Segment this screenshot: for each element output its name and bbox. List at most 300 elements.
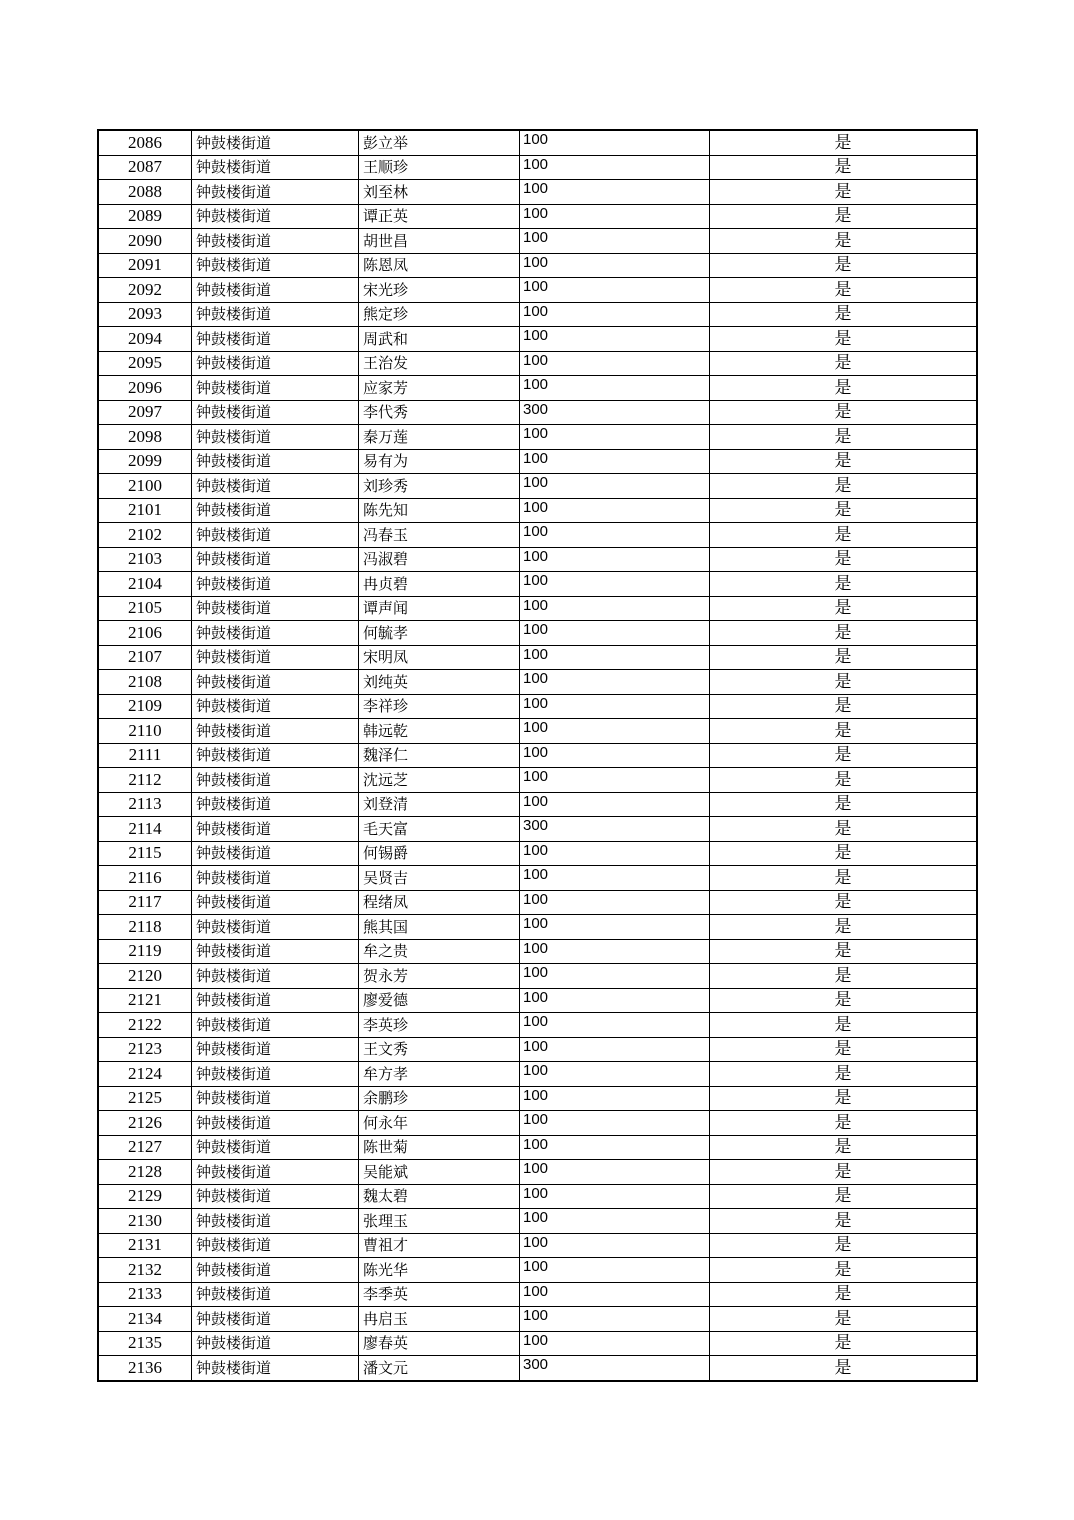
table-row: [98, 939, 977, 964]
amount-value: 100: [520, 866, 710, 891]
street-name: 钟鼓楼街道: [192, 841, 359, 866]
street-name: 钟鼓楼街道: [192, 351, 359, 376]
amount-value: 100: [520, 964, 710, 989]
row-number: 2106: [98, 621, 192, 646]
person-name: 宋明凤: [359, 645, 520, 670]
eligibility-flag: 是: [710, 890, 978, 915]
table-row: [98, 817, 977, 842]
person-name: 李代秀: [359, 400, 520, 425]
eligibility-flag: 是: [710, 596, 978, 621]
amount-value: 100: [520, 204, 710, 229]
table-row: [98, 866, 977, 891]
table-row: [98, 253, 977, 278]
row-number: 2135: [98, 1331, 192, 1356]
row-number: 2091: [98, 253, 192, 278]
table-row: [98, 890, 977, 915]
row-number: 2128: [98, 1160, 192, 1185]
amount-value: 100: [520, 694, 710, 719]
table-row: [98, 1111, 977, 1136]
street-name: 钟鼓楼街道: [192, 915, 359, 940]
person-name: 周武和: [359, 327, 520, 352]
street-name: 钟鼓楼街道: [192, 596, 359, 621]
amount-value: 100: [520, 572, 710, 597]
person-name: 魏泽仁: [359, 743, 520, 768]
table-row: [98, 645, 977, 670]
eligibility-flag: 是: [710, 474, 978, 499]
street-name: 钟鼓楼街道: [192, 155, 359, 180]
eligibility-flag: 是: [710, 376, 978, 401]
eligibility-flag: 是: [710, 498, 978, 523]
amount-value: 100: [520, 155, 710, 180]
row-number: 2111: [98, 743, 192, 768]
person-name: 刘珍秀: [359, 474, 520, 499]
street-name: 钟鼓楼街道: [192, 1111, 359, 1136]
person-name: 何永年: [359, 1111, 520, 1136]
street-name: 钟鼓楼街道: [192, 1135, 359, 1160]
amount-value: 100: [520, 596, 710, 621]
person-name: 牟之贵: [359, 939, 520, 964]
person-name: 李英珍: [359, 1013, 520, 1038]
amount-value: 100: [520, 180, 710, 205]
street-name: 钟鼓楼街道: [192, 866, 359, 891]
amount-value: 100: [520, 988, 710, 1013]
table-row: [98, 400, 977, 425]
street-name: 钟鼓楼街道: [192, 743, 359, 768]
eligibility-flag: 是: [710, 719, 978, 744]
table-row: [98, 1356, 977, 1381]
person-name: 何锡爵: [359, 841, 520, 866]
subsidy-table-body: [98, 130, 977, 1381]
eligibility-flag: 是: [710, 449, 978, 474]
row-number: 2133: [98, 1282, 192, 1307]
person-name: 陈光华: [359, 1258, 520, 1283]
eligibility-flag: 是: [710, 939, 978, 964]
street-name: 钟鼓楼街道: [192, 1037, 359, 1062]
row-number: 2100: [98, 474, 192, 499]
person-name: 王文秀: [359, 1037, 520, 1062]
row-number: 2134: [98, 1307, 192, 1332]
street-name: 钟鼓楼街道: [192, 1013, 359, 1038]
street-name: 钟鼓楼街道: [192, 204, 359, 229]
row-number: 2109: [98, 694, 192, 719]
eligibility-flag: 是: [710, 1013, 978, 1038]
eligibility-flag: 是: [710, 229, 978, 254]
street-name: 钟鼓楼街道: [192, 327, 359, 352]
person-name: 彭立举: [359, 130, 520, 155]
row-number: 2127: [98, 1135, 192, 1160]
eligibility-flag: 是: [710, 817, 978, 842]
amount-value: 300: [520, 1356, 710, 1381]
street-name: 钟鼓楼街道: [192, 645, 359, 670]
amount-value: 100: [520, 1233, 710, 1258]
eligibility-flag: 是: [710, 1331, 978, 1356]
eligibility-flag: 是: [710, 866, 978, 891]
amount-value: 100: [520, 792, 710, 817]
row-number: 2120: [98, 964, 192, 989]
person-name: 潘文元: [359, 1356, 520, 1381]
street-name: 钟鼓楼街道: [192, 229, 359, 254]
row-number: 2107: [98, 645, 192, 670]
eligibility-flag: 是: [710, 1307, 978, 1332]
amount-value: 100: [520, 1307, 710, 1332]
eligibility-flag: 是: [710, 1233, 978, 1258]
eligibility-flag: 是: [710, 155, 978, 180]
street-name: 钟鼓楼街道: [192, 572, 359, 597]
amount-value: 100: [520, 376, 710, 401]
table-row: [98, 376, 977, 401]
table-row: [98, 547, 977, 572]
row-number: 2108: [98, 670, 192, 695]
row-number: 2119: [98, 939, 192, 964]
table-row: [98, 1160, 977, 1185]
street-name: 钟鼓楼街道: [192, 621, 359, 646]
table-row: [98, 498, 977, 523]
row-number: 2130: [98, 1209, 192, 1234]
amount-value: 100: [520, 719, 710, 744]
row-number: 2116: [98, 866, 192, 891]
person-name: 王治发: [359, 351, 520, 376]
eligibility-flag: 是: [710, 1135, 978, 1160]
row-number: 2129: [98, 1184, 192, 1209]
street-name: 钟鼓楼街道: [192, 547, 359, 572]
table-row: [98, 596, 977, 621]
table-row: [98, 1184, 977, 1209]
person-name: 吴能斌: [359, 1160, 520, 1185]
row-number: 2089: [98, 204, 192, 229]
eligibility-flag: 是: [710, 302, 978, 327]
eligibility-flag: 是: [710, 351, 978, 376]
table-row: [98, 449, 977, 474]
street-name: 钟鼓楼街道: [192, 939, 359, 964]
amount-value: 100: [520, 1258, 710, 1283]
person-name: 廖春英: [359, 1331, 520, 1356]
table-row: [98, 130, 977, 155]
amount-value: 300: [520, 817, 710, 842]
row-number: 2115: [98, 841, 192, 866]
street-name: 钟鼓楼街道: [192, 449, 359, 474]
amount-value: 100: [520, 1013, 710, 1038]
row-number: 2095: [98, 351, 192, 376]
street-name: 钟鼓楼街道: [192, 719, 359, 744]
row-number: 2118: [98, 915, 192, 940]
person-name: 王顺珍: [359, 155, 520, 180]
eligibility-flag: 是: [710, 768, 978, 793]
row-number: 2136: [98, 1356, 192, 1381]
row-number: 2096: [98, 376, 192, 401]
person-name: 易有为: [359, 449, 520, 474]
street-name: 钟鼓楼街道: [192, 523, 359, 548]
table-row: [98, 1233, 977, 1258]
eligibility-flag: 是: [710, 1356, 978, 1381]
street-name: 钟鼓楼街道: [192, 1184, 359, 1209]
person-name: 熊其国: [359, 915, 520, 940]
eligibility-flag: 是: [710, 180, 978, 205]
amount-value: 100: [520, 523, 710, 548]
row-number: 2087: [98, 155, 192, 180]
eligibility-flag: 是: [710, 988, 978, 1013]
table-row: [98, 1209, 977, 1234]
eligibility-flag: 是: [710, 547, 978, 572]
eligibility-flag: 是: [710, 792, 978, 817]
eligibility-flag: 是: [710, 523, 978, 548]
table-row: [98, 474, 977, 499]
table-row: [98, 1013, 977, 1038]
person-name: 熊定珍: [359, 302, 520, 327]
eligibility-flag: 是: [710, 645, 978, 670]
eligibility-flag: 是: [710, 572, 978, 597]
table-row: [98, 694, 977, 719]
person-name: 秦万莲: [359, 425, 520, 450]
amount-value: 100: [520, 278, 710, 303]
row-number: 2125: [98, 1086, 192, 1111]
amount-value: 100: [520, 890, 710, 915]
table-row: [98, 327, 977, 352]
table-row: [98, 180, 977, 205]
amount-value: 100: [520, 841, 710, 866]
street-name: 钟鼓楼街道: [192, 670, 359, 695]
amount-value: 100: [520, 130, 710, 155]
amount-value: 100: [520, 253, 710, 278]
row-number: 2098: [98, 425, 192, 450]
street-name: 钟鼓楼街道: [192, 302, 359, 327]
row-number: 2121: [98, 988, 192, 1013]
row-number: 2126: [98, 1111, 192, 1136]
row-number: 2103: [98, 547, 192, 572]
person-name: 曹祖才: [359, 1233, 520, 1258]
person-name: 沈远芝: [359, 768, 520, 793]
amount-value: 100: [520, 302, 710, 327]
table-row: [98, 915, 977, 940]
person-name: 陈先知: [359, 498, 520, 523]
amount-value: 100: [520, 327, 710, 352]
eligibility-flag: 是: [710, 130, 978, 155]
person-name: 张理玉: [359, 1209, 520, 1234]
street-name: 钟鼓楼街道: [192, 1307, 359, 1332]
person-name: 贺永芳: [359, 964, 520, 989]
row-number: 2122: [98, 1013, 192, 1038]
row-number: 2110: [98, 719, 192, 744]
table-row: [98, 841, 977, 866]
amount-value: 100: [520, 1184, 710, 1209]
table-row: [98, 768, 977, 793]
eligibility-flag: 是: [710, 694, 978, 719]
street-name: 钟鼓楼街道: [192, 1331, 359, 1356]
table-row: [98, 743, 977, 768]
street-name: 钟鼓楼街道: [192, 817, 359, 842]
person-name: 陈世菊: [359, 1135, 520, 1160]
person-name: 程绪凤: [359, 890, 520, 915]
eligibility-flag: 是: [710, 915, 978, 940]
table-row: [98, 1307, 977, 1332]
street-name: 钟鼓楼街道: [192, 1062, 359, 1087]
row-number: 2090: [98, 229, 192, 254]
person-name: 宋光珍: [359, 278, 520, 303]
amount-value: 100: [520, 621, 710, 646]
street-name: 钟鼓楼街道: [192, 400, 359, 425]
street-name: 钟鼓楼街道: [192, 964, 359, 989]
street-name: 钟鼓楼街道: [192, 1282, 359, 1307]
person-name: 刘纯英: [359, 670, 520, 695]
person-name: 韩远乾: [359, 719, 520, 744]
eligibility-flag: 是: [710, 1086, 978, 1111]
eligibility-flag: 是: [710, 841, 978, 866]
street-name: 钟鼓楼街道: [192, 376, 359, 401]
row-number: 2117: [98, 890, 192, 915]
row-number: 2105: [98, 596, 192, 621]
amount-value: 100: [520, 1111, 710, 1136]
eligibility-flag: 是: [710, 621, 978, 646]
amount-value: 100: [520, 1160, 710, 1185]
eligibility-flag: 是: [710, 964, 978, 989]
street-name: 钟鼓楼街道: [192, 1086, 359, 1111]
table-row: [98, 302, 977, 327]
person-name: 李祥珍: [359, 694, 520, 719]
amount-value: 100: [520, 498, 710, 523]
row-number: 2102: [98, 523, 192, 548]
street-name: 钟鼓楼街道: [192, 278, 359, 303]
row-number: 2088: [98, 180, 192, 205]
table-row: [98, 1282, 977, 1307]
row-number: 2094: [98, 327, 192, 352]
row-number: 2113: [98, 792, 192, 817]
person-name: 吴贤吉: [359, 866, 520, 891]
row-number: 2112: [98, 768, 192, 793]
table-row: [98, 572, 977, 597]
amount-value: 100: [520, 351, 710, 376]
table-row: [98, 523, 977, 548]
person-name: 牟方孝: [359, 1062, 520, 1087]
street-name: 钟鼓楼街道: [192, 694, 359, 719]
row-number: 2131: [98, 1233, 192, 1258]
person-name: 刘登清: [359, 792, 520, 817]
table-row: [98, 155, 977, 180]
eligibility-flag: 是: [710, 327, 978, 352]
street-name: 钟鼓楼街道: [192, 890, 359, 915]
table-row: [98, 1037, 977, 1062]
person-name: 冯春玉: [359, 523, 520, 548]
person-name: 谭声闻: [359, 596, 520, 621]
table-row: [98, 1062, 977, 1087]
person-name: 陈恩凤: [359, 253, 520, 278]
amount-value: 100: [520, 1037, 710, 1062]
table-row: [98, 204, 977, 229]
amount-value: 100: [520, 670, 710, 695]
eligibility-flag: 是: [710, 400, 978, 425]
person-name: 廖爱德: [359, 988, 520, 1013]
street-name: 钟鼓楼街道: [192, 1233, 359, 1258]
amount-value: 100: [520, 768, 710, 793]
eligibility-flag: 是: [710, 1209, 978, 1234]
amount-value: 100: [520, 449, 710, 474]
street-name: 钟鼓楼街道: [192, 180, 359, 205]
person-name: 余鹏珍: [359, 1086, 520, 1111]
row-number: 2132: [98, 1258, 192, 1283]
table-row: [98, 425, 977, 450]
amount-value: 100: [520, 1209, 710, 1234]
person-name: 毛天富: [359, 817, 520, 842]
person-name: 应家芳: [359, 376, 520, 401]
eligibility-flag: 是: [710, 670, 978, 695]
person-name: 冉贞碧: [359, 572, 520, 597]
person-name: 李季英: [359, 1282, 520, 1307]
eligibility-flag: 是: [710, 1111, 978, 1136]
eligibility-flag: 是: [710, 204, 978, 229]
street-name: 钟鼓楼街道: [192, 988, 359, 1013]
eligibility-flag: 是: [710, 743, 978, 768]
street-name: 钟鼓楼街道: [192, 1258, 359, 1283]
amount-value: 100: [520, 425, 710, 450]
street-name: 钟鼓楼街道: [192, 1209, 359, 1234]
row-number: 2101: [98, 498, 192, 523]
row-number: 2124: [98, 1062, 192, 1087]
row-number: 2097: [98, 400, 192, 425]
table-row: [98, 1135, 977, 1160]
amount-value: 300: [520, 400, 710, 425]
amount-value: 100: [520, 743, 710, 768]
row-number: 2086: [98, 130, 192, 155]
person-name: 何毓孝: [359, 621, 520, 646]
amount-value: 100: [520, 1282, 710, 1307]
subsidy-table: [97, 129, 978, 1382]
amount-value: 100: [520, 645, 710, 670]
street-name: 钟鼓楼街道: [192, 1356, 359, 1381]
table-row: [98, 1086, 977, 1111]
table-row: [98, 351, 977, 376]
eligibility-flag: 是: [710, 1184, 978, 1209]
street-name: 钟鼓楼街道: [192, 1160, 359, 1185]
eligibility-flag: 是: [710, 1062, 978, 1087]
table-row: [98, 1258, 977, 1283]
amount-value: 100: [520, 1086, 710, 1111]
row-number: 2093: [98, 302, 192, 327]
table-row: [98, 1331, 977, 1356]
person-name: 谭正英: [359, 204, 520, 229]
table-row: [98, 229, 977, 254]
amount-value: 100: [520, 1135, 710, 1160]
table-row: [98, 670, 977, 695]
street-name: 钟鼓楼街道: [192, 768, 359, 793]
table-row: [98, 988, 977, 1013]
table-row: [98, 719, 977, 744]
street-name: 钟鼓楼街道: [192, 130, 359, 155]
amount-value: 100: [520, 474, 710, 499]
eligibility-flag: 是: [710, 1258, 978, 1283]
amount-value: 100: [520, 229, 710, 254]
eligibility-flag: 是: [710, 425, 978, 450]
row-number: 2099: [98, 449, 192, 474]
street-name: 钟鼓楼街道: [192, 792, 359, 817]
row-number: 2104: [98, 572, 192, 597]
street-name: 钟鼓楼街道: [192, 425, 359, 450]
street-name: 钟鼓楼街道: [192, 253, 359, 278]
eligibility-flag: 是: [710, 1037, 978, 1062]
table-row: [98, 621, 977, 646]
street-name: 钟鼓楼街道: [192, 498, 359, 523]
person-name: 魏太碧: [359, 1184, 520, 1209]
person-name: 冉启玉: [359, 1307, 520, 1332]
eligibility-flag: 是: [710, 1282, 978, 1307]
person-name: 冯淑碧: [359, 547, 520, 572]
row-number: 2114: [98, 817, 192, 842]
amount-value: 100: [520, 547, 710, 572]
eligibility-flag: 是: [710, 278, 978, 303]
row-number: 2123: [98, 1037, 192, 1062]
amount-value: 100: [520, 1062, 710, 1087]
table-row: [98, 278, 977, 303]
street-name: 钟鼓楼街道: [192, 474, 359, 499]
eligibility-flag: 是: [710, 253, 978, 278]
table-row: [98, 792, 977, 817]
